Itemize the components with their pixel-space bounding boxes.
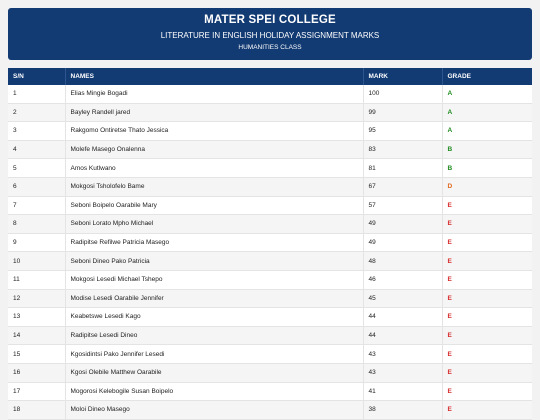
cell-name: Elias Mingie Bogadi	[65, 85, 363, 103]
cell-name: Mokgosi Tsholofelo Bame	[65, 177, 363, 196]
cell-mark: 45	[363, 289, 442, 308]
cell-grade: E	[442, 270, 532, 289]
cell-grade: D	[442, 177, 532, 196]
cell-name: Kgosidintsi Pako Jennifer Lesedi	[65, 345, 363, 364]
cell-mark: 100	[363, 85, 442, 103]
cell-mark: 67	[363, 177, 442, 196]
cell-grade: A	[442, 122, 532, 141]
cell-grade: E	[442, 326, 532, 345]
cell-sn: 2	[8, 103, 65, 122]
table-row	[8, 177, 532, 196]
table-row	[8, 233, 532, 252]
cell-mark: 81	[363, 159, 442, 178]
table-row	[8, 382, 532, 401]
column-header-sn: S/N	[8, 68, 65, 85]
cell-grade: E	[442, 401, 532, 420]
cell-name: Bayley Randell jared	[65, 103, 363, 122]
cell-sn: 18	[8, 401, 65, 420]
table-row	[8, 215, 532, 234]
cell-name: Amos Kutlwano	[65, 159, 363, 178]
class-label: HUMANITIES CLASS	[238, 44, 302, 51]
cell-grade: E	[442, 196, 532, 215]
table-row	[8, 103, 532, 122]
cell-sn: 16	[8, 363, 65, 382]
cell-grade: E	[442, 382, 532, 401]
cell-sn: 5	[8, 159, 65, 178]
cell-name: Molefe Masego Onalenna	[65, 140, 363, 159]
page-header	[8, 8, 532, 60]
cell-grade: E	[442, 289, 532, 308]
cell-grade: A	[442, 85, 532, 103]
cell-sn: 13	[8, 308, 65, 327]
cell-name: Seboni Boipelo Oarabile Mary	[65, 196, 363, 215]
cell-sn: 6	[8, 177, 65, 196]
cell-name: Mokgosi Lesedi Michael Tshepo	[65, 270, 363, 289]
marks-table	[8, 68, 532, 420]
table-row	[8, 85, 532, 103]
cell-mark: 49	[363, 215, 442, 234]
marks-table-container	[8, 68, 532, 420]
cell-sn: 12	[8, 289, 65, 308]
table-header-row	[8, 68, 532, 85]
table-row	[8, 140, 532, 159]
cell-sn: 9	[8, 233, 65, 252]
cell-name: Seboni Dineo Pako Patricia	[65, 252, 363, 271]
cell-sn: 4	[8, 140, 65, 159]
assignment-subtitle: LITERATURE IN ENGLISH HOLIDAY ASSIGNMENT MARKS	[160, 31, 380, 40]
table-row	[8, 122, 532, 141]
cell-mark: 49	[363, 233, 442, 252]
cell-mark: 57	[363, 196, 442, 215]
cell-mark: 48	[363, 252, 442, 271]
cell-grade: A	[442, 103, 532, 122]
cell-name: Kgosi Olebile Matthew Oarabile	[65, 363, 363, 382]
table-row	[8, 270, 532, 289]
cell-grade: E	[442, 363, 532, 382]
cell-sn: 7	[8, 196, 65, 215]
cell-mark: 99	[363, 103, 442, 122]
table-row	[8, 159, 532, 178]
cell-grade: E	[442, 252, 532, 271]
college-title: MATER SPEI COLLEGE	[204, 14, 336, 26]
cell-sn: 10	[8, 252, 65, 271]
cell-name: Mogorosi Kelebogile Susan Boipelo	[65, 382, 363, 401]
cell-sn: 1	[8, 85, 65, 103]
cell-mark: 43	[363, 345, 442, 364]
cell-name: Radipitse Lesedi Dineo	[65, 326, 363, 345]
table-body	[8, 85, 532, 419]
cell-mark: 46	[363, 270, 442, 289]
table-row	[8, 363, 532, 382]
cell-grade: E	[442, 233, 532, 252]
cell-mark: 44	[363, 326, 442, 345]
table-row	[8, 289, 532, 308]
table-row	[8, 401, 532, 420]
cell-mark: 41	[363, 382, 442, 401]
cell-grade: E	[442, 215, 532, 234]
cell-mark: 95	[363, 122, 442, 141]
cell-mark: 44	[363, 308, 442, 327]
cell-name: Modise Lesedi Oarabile Jennifer	[65, 289, 363, 308]
cell-grade: E	[442, 308, 532, 327]
table-row	[8, 196, 532, 215]
cell-name: Radipitse Refilwe Patricia Masego	[65, 233, 363, 252]
cell-mark: 43	[363, 363, 442, 382]
cell-grade: B	[442, 159, 532, 178]
table-row	[8, 345, 532, 364]
table-row	[8, 308, 532, 327]
cell-mark: 38	[363, 401, 442, 420]
cell-name: Keabetswe Lesedi Kago	[65, 308, 363, 327]
cell-grade: E	[442, 345, 532, 364]
table-row	[8, 326, 532, 345]
column-header-mark: MARK	[363, 68, 442, 85]
cell-sn: 14	[8, 326, 65, 345]
cell-mark: 83	[363, 140, 442, 159]
cell-sn: 8	[8, 215, 65, 234]
cell-name: Rakgomo Ontiretse Thato Jessica	[65, 122, 363, 141]
cell-name: Seboni Lorato Mpho Michael	[65, 215, 363, 234]
cell-sn: 3	[8, 122, 65, 141]
cell-name: Moloi Dineo Masego	[65, 401, 363, 420]
column-header-grade: GRADE	[442, 68, 532, 85]
column-header-names: NAMES	[65, 68, 363, 85]
cell-sn: 15	[8, 345, 65, 364]
table-row	[8, 252, 532, 271]
cell-sn: 17	[8, 382, 65, 401]
cell-grade: B	[442, 140, 532, 159]
cell-sn: 11	[8, 270, 65, 289]
